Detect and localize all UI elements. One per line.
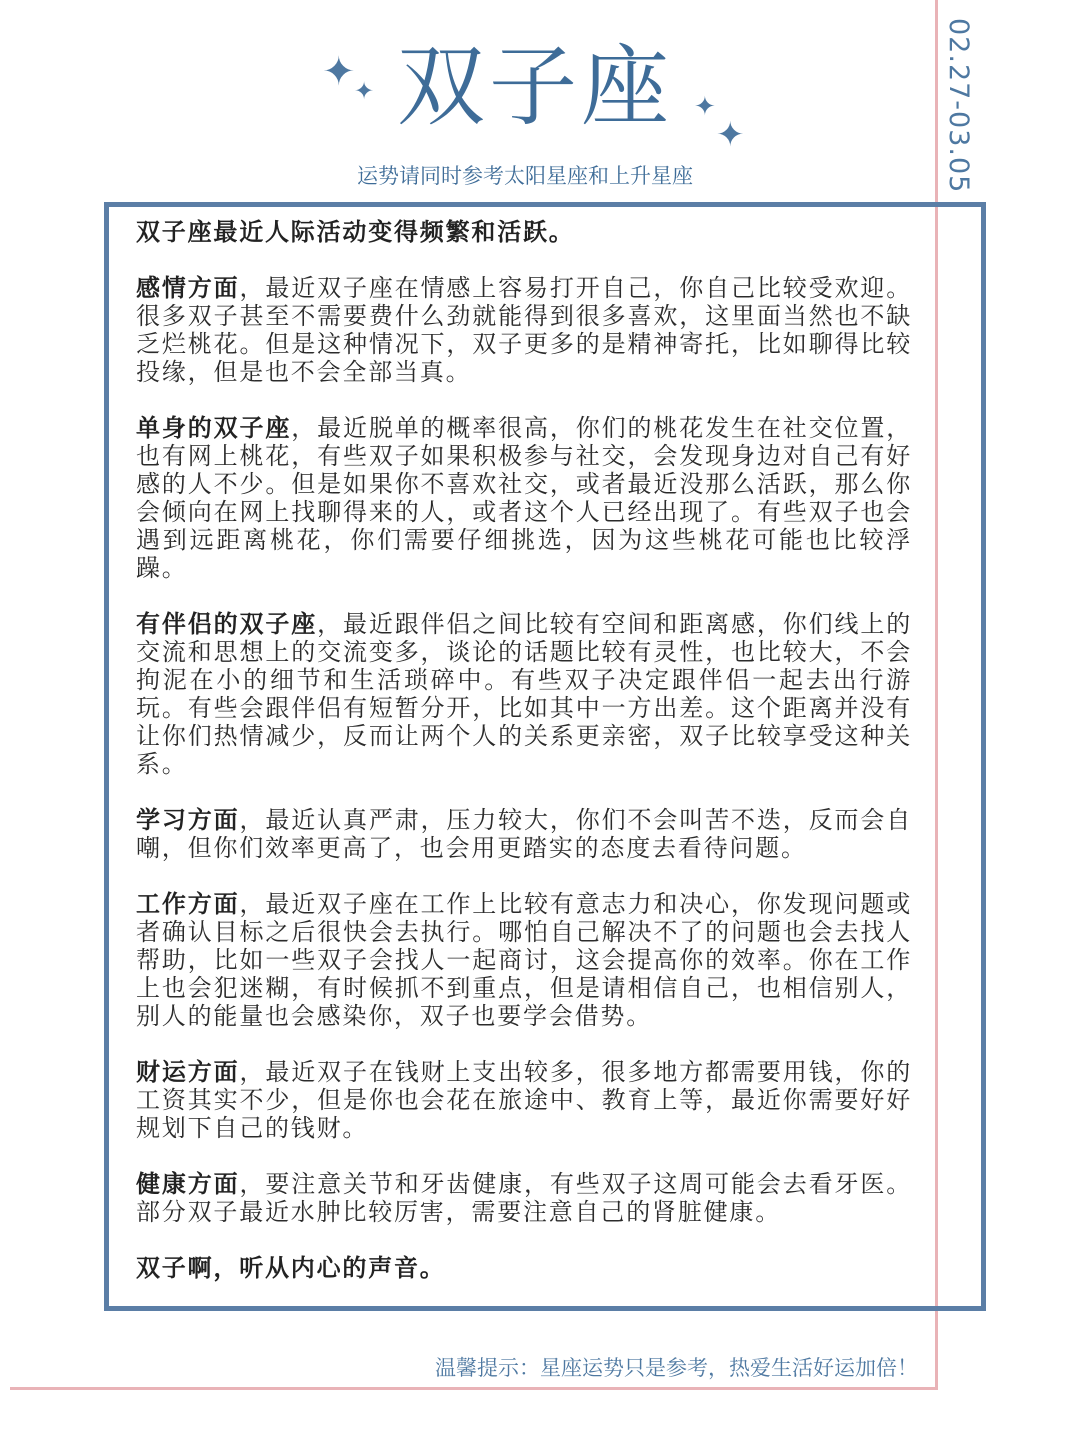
horoscope-content bbox=[136, 218, 912, 1310]
closing-text: 双子啊，听从内心的声音。 bbox=[136, 1254, 446, 1282]
section-label: 单身的双子座 bbox=[136, 414, 292, 442]
section-label: 健康方面 bbox=[136, 1170, 240, 1198]
intro-text: 双子座最近人际活动变得频繁和活跃。 bbox=[136, 218, 575, 246]
sparkle-icon: ✦ bbox=[694, 92, 716, 122]
section-text: ，最近双子座在工作上比较有意志力和决心，你发现问题或者确认目标之后很快会去执行。哪怕自己解决不了的问题也会去找人帮助，比如一些双子会找人一起商讨，这会提高你的效率。你在工作上也会犯迷糊，有时候抓不到重点，但是请相信自己，也相信别人，别人的能量也会感染你，双子也要学会借势。 bbox=[136, 890, 912, 1030]
section-text: ，最近双子在钱财上支出较多，很多地方都需要用钱，你的工资其实不少，但是你也会花在旅途中、教育上等，最近你需要好好规划下自己的钱财。 bbox=[136, 1058, 912, 1142]
sparkle-icon: ✦ bbox=[716, 115, 745, 155]
section-text: ，最近认真严肃，压力较大，你们不会叫苦不迭，反而会自嘲，但你们效率更高了，也会用更踏实的态度去看待问题。 bbox=[136, 806, 912, 862]
closing-paragraph bbox=[136, 1254, 912, 1282]
section-label: 学习方面 bbox=[136, 806, 240, 834]
section-label: 工作方面 bbox=[136, 890, 240, 918]
section-text: ，最近跟伴侣之间比较有空间和距离感，你们线上的交流和思想上的交流变多，谈论的话题比较有灵性，也比较大，不会拘泥在小的细节和生活琐碎中。有些双子决定跟伴侣一起去出行游玩。有些会跟伴侣有短暂分开，比如其中一方出差。这个距离并没有让你们热情减少，反而让两个人的关系更亲密，双子比较享受这种关系。 bbox=[136, 610, 912, 778]
section-work bbox=[136, 890, 912, 1030]
intro-paragraph bbox=[136, 218, 912, 246]
page-title: 双子座 bbox=[396, 35, 673, 138]
section-single bbox=[136, 414, 912, 582]
sparkle-icon: ✦ bbox=[322, 49, 356, 95]
section-label: 有伴侣的双子座 bbox=[136, 610, 318, 638]
pink-horizontal-line bbox=[10, 1387, 938, 1390]
section-love bbox=[136, 274, 912, 386]
section-study bbox=[136, 806, 912, 862]
subtitle: 运势请同时参考太阳星座和上升星座 bbox=[357, 164, 693, 188]
section-text: ，要注意关节和牙齿健康，有些双子这周可能会去看牙医。部分双子最近水肿比较厉害，需要注意自己的肾脏健康。 bbox=[136, 1170, 912, 1226]
sparkle-icon: ✦ bbox=[354, 77, 375, 105]
section-text: ，最近脱单的概率很高，你们的桃花发生在社交位置，也有网上桃花，有些双子如果积极参与社交，会发现身边对自己有好感的人不少。但是如果你不喜欢社交，或者最近没那么活跃，那么你会倾向在网上找聊得来的人，或者这个人已经出现了。有些双子也会遇到远距离桃花，你们需要仔细挑选，因为这些桃花可能也比较浮躁。 bbox=[136, 414, 912, 582]
footer-tip: 温馨提示：星座运势只是参考，热爱生活好运加倍！ bbox=[435, 1356, 918, 1380]
date-range: 02.27-03.05 bbox=[943, 18, 974, 194]
section-label: 感情方面 bbox=[136, 274, 240, 302]
section-text: ，最近双子座在情感上容易打开自己，你自己比较受欢迎。很多双子甚至不需要费什么劲就能得到很多喜欢，这里面当然也不缺乏烂桃花。但是这种情况下，双子更多的是精神寄托，比如聊得比较投缘，但是也不会全部当真。 bbox=[136, 274, 912, 386]
section-health bbox=[136, 1170, 912, 1226]
section-wealth bbox=[136, 1058, 912, 1142]
section-partnered bbox=[136, 610, 912, 778]
section-label: 财运方面 bbox=[136, 1058, 240, 1086]
